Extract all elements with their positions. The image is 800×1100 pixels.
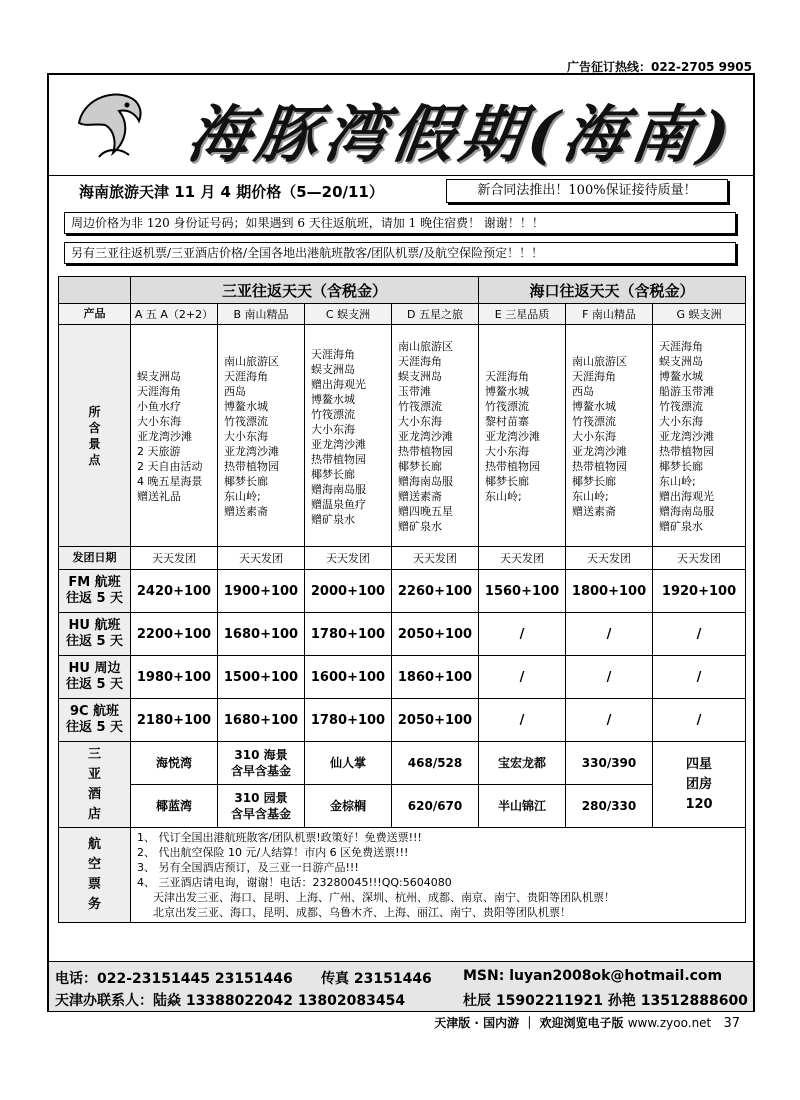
ad-hotline: 广告征订热线：022-2705 9905	[566, 60, 752, 74]
price-cell: 2180+100	[131, 699, 218, 742]
price-cell: 2260+100	[392, 570, 479, 613]
price-cell: 1560+100	[479, 570, 566, 613]
spot-item: 椰梦长廊	[398, 460, 442, 473]
spot-item: 西岛	[572, 385, 595, 398]
spot-item: 西岛	[224, 385, 246, 398]
product-name: B 南山精品	[218, 304, 305, 325]
price-row	[59, 699, 746, 742]
page-edition: 天津版 · 国内游 ｜ 欢迎浏览电子版	[434, 1016, 624, 1030]
departure-cell: 天天发团	[479, 547, 566, 570]
price-cell: /	[479, 613, 566, 656]
price-cell: 1980+100	[131, 656, 218, 699]
spot-item: 南山旅游区	[398, 340, 453, 353]
spots-cell	[218, 325, 305, 547]
price-cell: 1900+100	[218, 570, 305, 613]
price-table	[58, 276, 746, 923]
spot-item: 竹筏漂流	[398, 400, 442, 413]
spot-item: 亚龙湾沙滩	[224, 445, 279, 458]
price-cell: 2000+100	[305, 570, 392, 613]
spot-item: 蜈支洲岛	[398, 370, 442, 383]
footer-msn: MSN: luyan2008ok@hotmail.com	[463, 968, 723, 984]
spot-item: 赠矿泉水	[311, 512, 355, 526]
price-cell: 2050+100	[392, 613, 479, 656]
product-name: C 蜈支洲	[305, 304, 392, 325]
header-rule	[49, 175, 753, 176]
footer-contact-2: 杜辰 15902211921 孙艳 13512888600	[463, 993, 748, 1009]
site-link[interactable]: www.zyoo.net	[627, 1016, 712, 1030]
hotel-price: 620/670	[392, 785, 479, 828]
hotel-price: 330/390	[566, 742, 653, 785]
spot-item: 大小东海	[137, 415, 181, 428]
spot-item: 赠出海观光	[311, 377, 366, 391]
spot-item: 竹筏漂流	[572, 415, 617, 428]
hotel-name: 仙人掌	[305, 742, 392, 785]
spot-item: 亚龙湾沙滩	[659, 430, 715, 443]
spot-item: 竹筏漂流	[311, 407, 355, 421]
hotel-special: 四星 团房 120	[653, 742, 746, 828]
price-cell: /	[566, 656, 653, 699]
spot-item: 赠温泉鱼疗	[311, 497, 366, 511]
spot-item: 赠送礼品	[137, 490, 181, 503]
spots-cell	[653, 325, 746, 547]
spot-item: 大小东海	[311, 422, 355, 436]
spot-item: 亚龙湾沙滩	[572, 445, 628, 458]
price-cell: /	[479, 656, 566, 699]
footer-fax: 传真 23151446	[321, 971, 432, 987]
spot-item: 东山岭;	[224, 490, 261, 503]
air-label: 航 空 票 务	[59, 828, 131, 923]
spot-item: 黎村苗寨	[485, 415, 530, 428]
spot-item: 热带植物园	[311, 452, 366, 466]
price-cell: /	[479, 699, 566, 742]
price-cell: 1600+100	[305, 656, 392, 699]
hotel-room: 310 海景 含早含基金	[218, 742, 305, 785]
spot-item: 热带植物园	[659, 445, 715, 458]
spot-item: 2 天旅游	[137, 445, 181, 458]
price-cell: 1800+100	[566, 570, 653, 613]
price-cell: 1920+100	[653, 570, 746, 613]
spot-item: 赠送素斋	[398, 490, 442, 503]
spot-item: 大小东海	[572, 430, 617, 443]
price-row	[59, 656, 746, 699]
spot-item: 赠矿泉水	[398, 520, 442, 533]
spot-item: 椰梦长廊	[224, 475, 268, 488]
departure-cell: 天天发团	[653, 547, 746, 570]
spot-item: 天涯海角	[659, 340, 704, 353]
spots-cell	[131, 325, 218, 547]
spot-item: 椰梦长廊	[485, 475, 530, 488]
spot-item: 天涯海角	[572, 370, 617, 383]
flight-label: 9C 航班 往返 5 天	[59, 699, 131, 742]
hotel-price: 280/330	[566, 785, 653, 828]
air-line: 3、 另有全国酒店预订，及三亚一日游产品!!!	[137, 861, 359, 874]
price-cell: 2420+100	[131, 570, 218, 613]
spot-item: 天涯海角	[311, 347, 355, 361]
spot-item: 椰梦长廊	[572, 475, 617, 488]
spot-item: 赠送素斋	[572, 505, 617, 518]
price-cell: 2050+100	[392, 699, 479, 742]
spot-item: 博鳌水城	[224, 400, 268, 413]
spot-item: 东山岭;	[572, 490, 609, 503]
hotel-name: 椰蓝湾	[131, 785, 218, 828]
spot-item: 小鱼水疗	[137, 400, 181, 413]
spot-item: 天涯海角	[224, 370, 268, 383]
contact-footer	[49, 961, 753, 1011]
departure-cell: 天天发团	[131, 547, 218, 570]
hotel-price: 468/528	[392, 742, 479, 785]
spot-item: 天涯海角	[398, 355, 442, 368]
hotel-label: 三 亚 酒 店	[59, 742, 131, 828]
price-cell: 2200+100	[131, 613, 218, 656]
departure-cell: 天天发团	[392, 547, 479, 570]
footer-phone: 电话：022-23151445 23151446	[55, 971, 293, 987]
spot-item: 博鳌水城	[659, 370, 704, 383]
spot-item: 赠海南岛服	[398, 475, 453, 488]
flight-label: HU 周边 往返 5 天	[59, 656, 131, 699]
spot-item: 天涯海角	[485, 370, 530, 383]
price-cell: 1680+100	[218, 613, 305, 656]
spot-item: 赠矿泉水	[659, 520, 704, 533]
departure-cell: 天天发团	[566, 547, 653, 570]
corner-cell	[59, 277, 131, 304]
flight-label: FM 航班 往返 5 天	[59, 570, 131, 613]
spot-item: 赠出海观光	[659, 490, 715, 503]
spot-item: 博鳌水城	[572, 400, 617, 413]
spot-item: 博鳌水城	[485, 385, 530, 398]
spot-item: 大小东海	[659, 415, 704, 428]
spot-item: 大小东海	[398, 415, 442, 428]
spot-item: 热带植物园	[572, 460, 628, 473]
air-line: 北京出发三亚、海口、昆明、成都、乌鲁木齐、上海、丽江、南宁、贵阳等团队机票！	[153, 906, 571, 919]
spot-item: 大小东海	[224, 430, 268, 443]
spot-item: 东山岭;	[485, 490, 522, 503]
product-name: F 南山精品	[566, 304, 653, 325]
spots-cell	[392, 325, 479, 547]
spot-item: 南山旅游区	[224, 355, 279, 368]
air-line: 1、 代订全国出港航班散客/团队机票!政策好！免费送票!!!	[137, 831, 422, 844]
spot-item: 亚龙湾沙滩	[485, 430, 541, 443]
spot-item: 热带植物园	[485, 460, 541, 473]
price-cell: 1780+100	[305, 699, 392, 742]
spot-item: 蜈支洲岛	[311, 362, 355, 376]
spot-item: 竹筏漂流	[485, 400, 530, 413]
air-services	[131, 828, 746, 923]
price-cell: /	[566, 613, 653, 656]
spot-item: 蜈支洲岛	[659, 355, 704, 368]
price-row	[59, 613, 746, 656]
product-label: 产品	[59, 304, 131, 325]
spot-item: 玉带滩	[398, 385, 431, 398]
hotel-name: 海悦湾	[131, 742, 218, 785]
price-cell: 1860+100	[392, 656, 479, 699]
spot-item: 亚龙湾沙滩	[398, 430, 453, 443]
masthead	[49, 75, 753, 175]
spot-item: 东山岭;	[659, 475, 696, 488]
spot-item: 天涯海角	[137, 385, 181, 398]
page-number: 37	[723, 1016, 740, 1031]
notice-box-2: 另有三亚往返机票/三亚酒店价格/全国各地出港航班散客/团队机票/及航空保险预定！！！	[64, 242, 736, 264]
product-name: A 五 A（2+2）	[131, 304, 218, 325]
spots-cell	[479, 325, 566, 547]
issue-title: 海南旅游天津 11 月 4 期价格（5—20/11）	[79, 183, 384, 201]
price-cell: 1500+100	[218, 656, 305, 699]
price-cell: /	[566, 699, 653, 742]
hotel-name: 金棕榈	[305, 785, 392, 828]
spot-item: 博鳌水城	[311, 392, 355, 406]
hotel-name: 半山锦江	[479, 785, 566, 828]
departure-label: 发团日期	[59, 547, 131, 570]
spot-item: 赠送素斋	[224, 505, 268, 518]
spot-item: 竹筏漂流	[659, 400, 704, 413]
departure-cell: 天天发团	[305, 547, 392, 570]
air-line: 4、 三亚酒店请电询，谢谢！电话：23280045!!!QQ:5604080	[137, 876, 452, 889]
product-name: E 三星品质	[479, 304, 566, 325]
flight-label: HU 航班 往返 5 天	[59, 613, 131, 656]
spot-item: 椰梦长廊	[311, 467, 355, 481]
spot-item: 亚龙湾沙滩	[311, 437, 366, 451]
spot-item: 热带植物园	[224, 460, 279, 473]
spot-item: 赠四晚五星	[398, 505, 453, 518]
spot-item: 大小东海	[485, 445, 530, 458]
sanya-header: 三亚往返天天（含税金）	[131, 277, 479, 304]
spots-cell	[566, 325, 653, 547]
footer-contact: 天津办联系人：陆焱 13388022042 13802083454	[55, 993, 406, 1009]
masthead-title: 海豚湾假期(海南)	[183, 98, 741, 171]
price-row	[59, 570, 746, 613]
spot-item: 赠海南岛服	[659, 505, 715, 518]
price-cell: 1680+100	[218, 699, 305, 742]
dolphin-logo-icon	[69, 83, 149, 165]
spots-label: 所 含 景 点	[59, 325, 131, 547]
price-cell: /	[653, 656, 746, 699]
spot-item: 热带植物园	[398, 445, 453, 458]
spot-item: 4 晚五星海景	[137, 475, 203, 488]
spot-item: 蜈支洲岛	[137, 370, 181, 383]
product-name: G 蜈支洲	[653, 304, 746, 325]
spot-item: 赠海南岛服	[311, 482, 366, 496]
air-line: 2、 代出航空保险 10 元/人结算！市内 6 区免费送票!!!	[137, 846, 409, 859]
page-info	[434, 1014, 740, 1031]
spot-item: 椰梦长廊	[659, 460, 704, 473]
spot-item: 亚龙湾沙滩	[137, 430, 192, 443]
product-name: D 五星之旅	[392, 304, 479, 325]
notice-box-1: 周边价格为非 120 身份证号码；如果遇到 6 天往返航班，请加 1 晚住宿费！ 谢谢！！！	[64, 212, 736, 234]
air-line: 天津出发三亚、海口、昆明、上海、广州、深圳、杭州、成都、南京、南宁、贵阳等团队机票！	[153, 891, 615, 904]
hotel-room: 310 园景 含早含基金	[218, 785, 305, 828]
page-frame	[47, 73, 755, 1012]
spot-item: 船游玉带滩	[659, 385, 715, 398]
departure-cell: 天天发团	[218, 547, 305, 570]
guarantee-box: 新合同法推出！100%保证接待质量！	[446, 179, 728, 203]
spots-cell	[305, 325, 392, 547]
spot-item: 2 天自由活动	[137, 460, 203, 473]
spot-item: 竹筏漂流	[224, 415, 268, 428]
price-cell: 1780+100	[305, 613, 392, 656]
spot-item: 南山旅游区	[572, 355, 628, 368]
haikou-header: 海口往返天天（含税金）	[479, 277, 746, 304]
price-cell: /	[653, 699, 746, 742]
hotel-name: 宝宏龙都	[479, 742, 566, 785]
price-cell: /	[653, 613, 746, 656]
